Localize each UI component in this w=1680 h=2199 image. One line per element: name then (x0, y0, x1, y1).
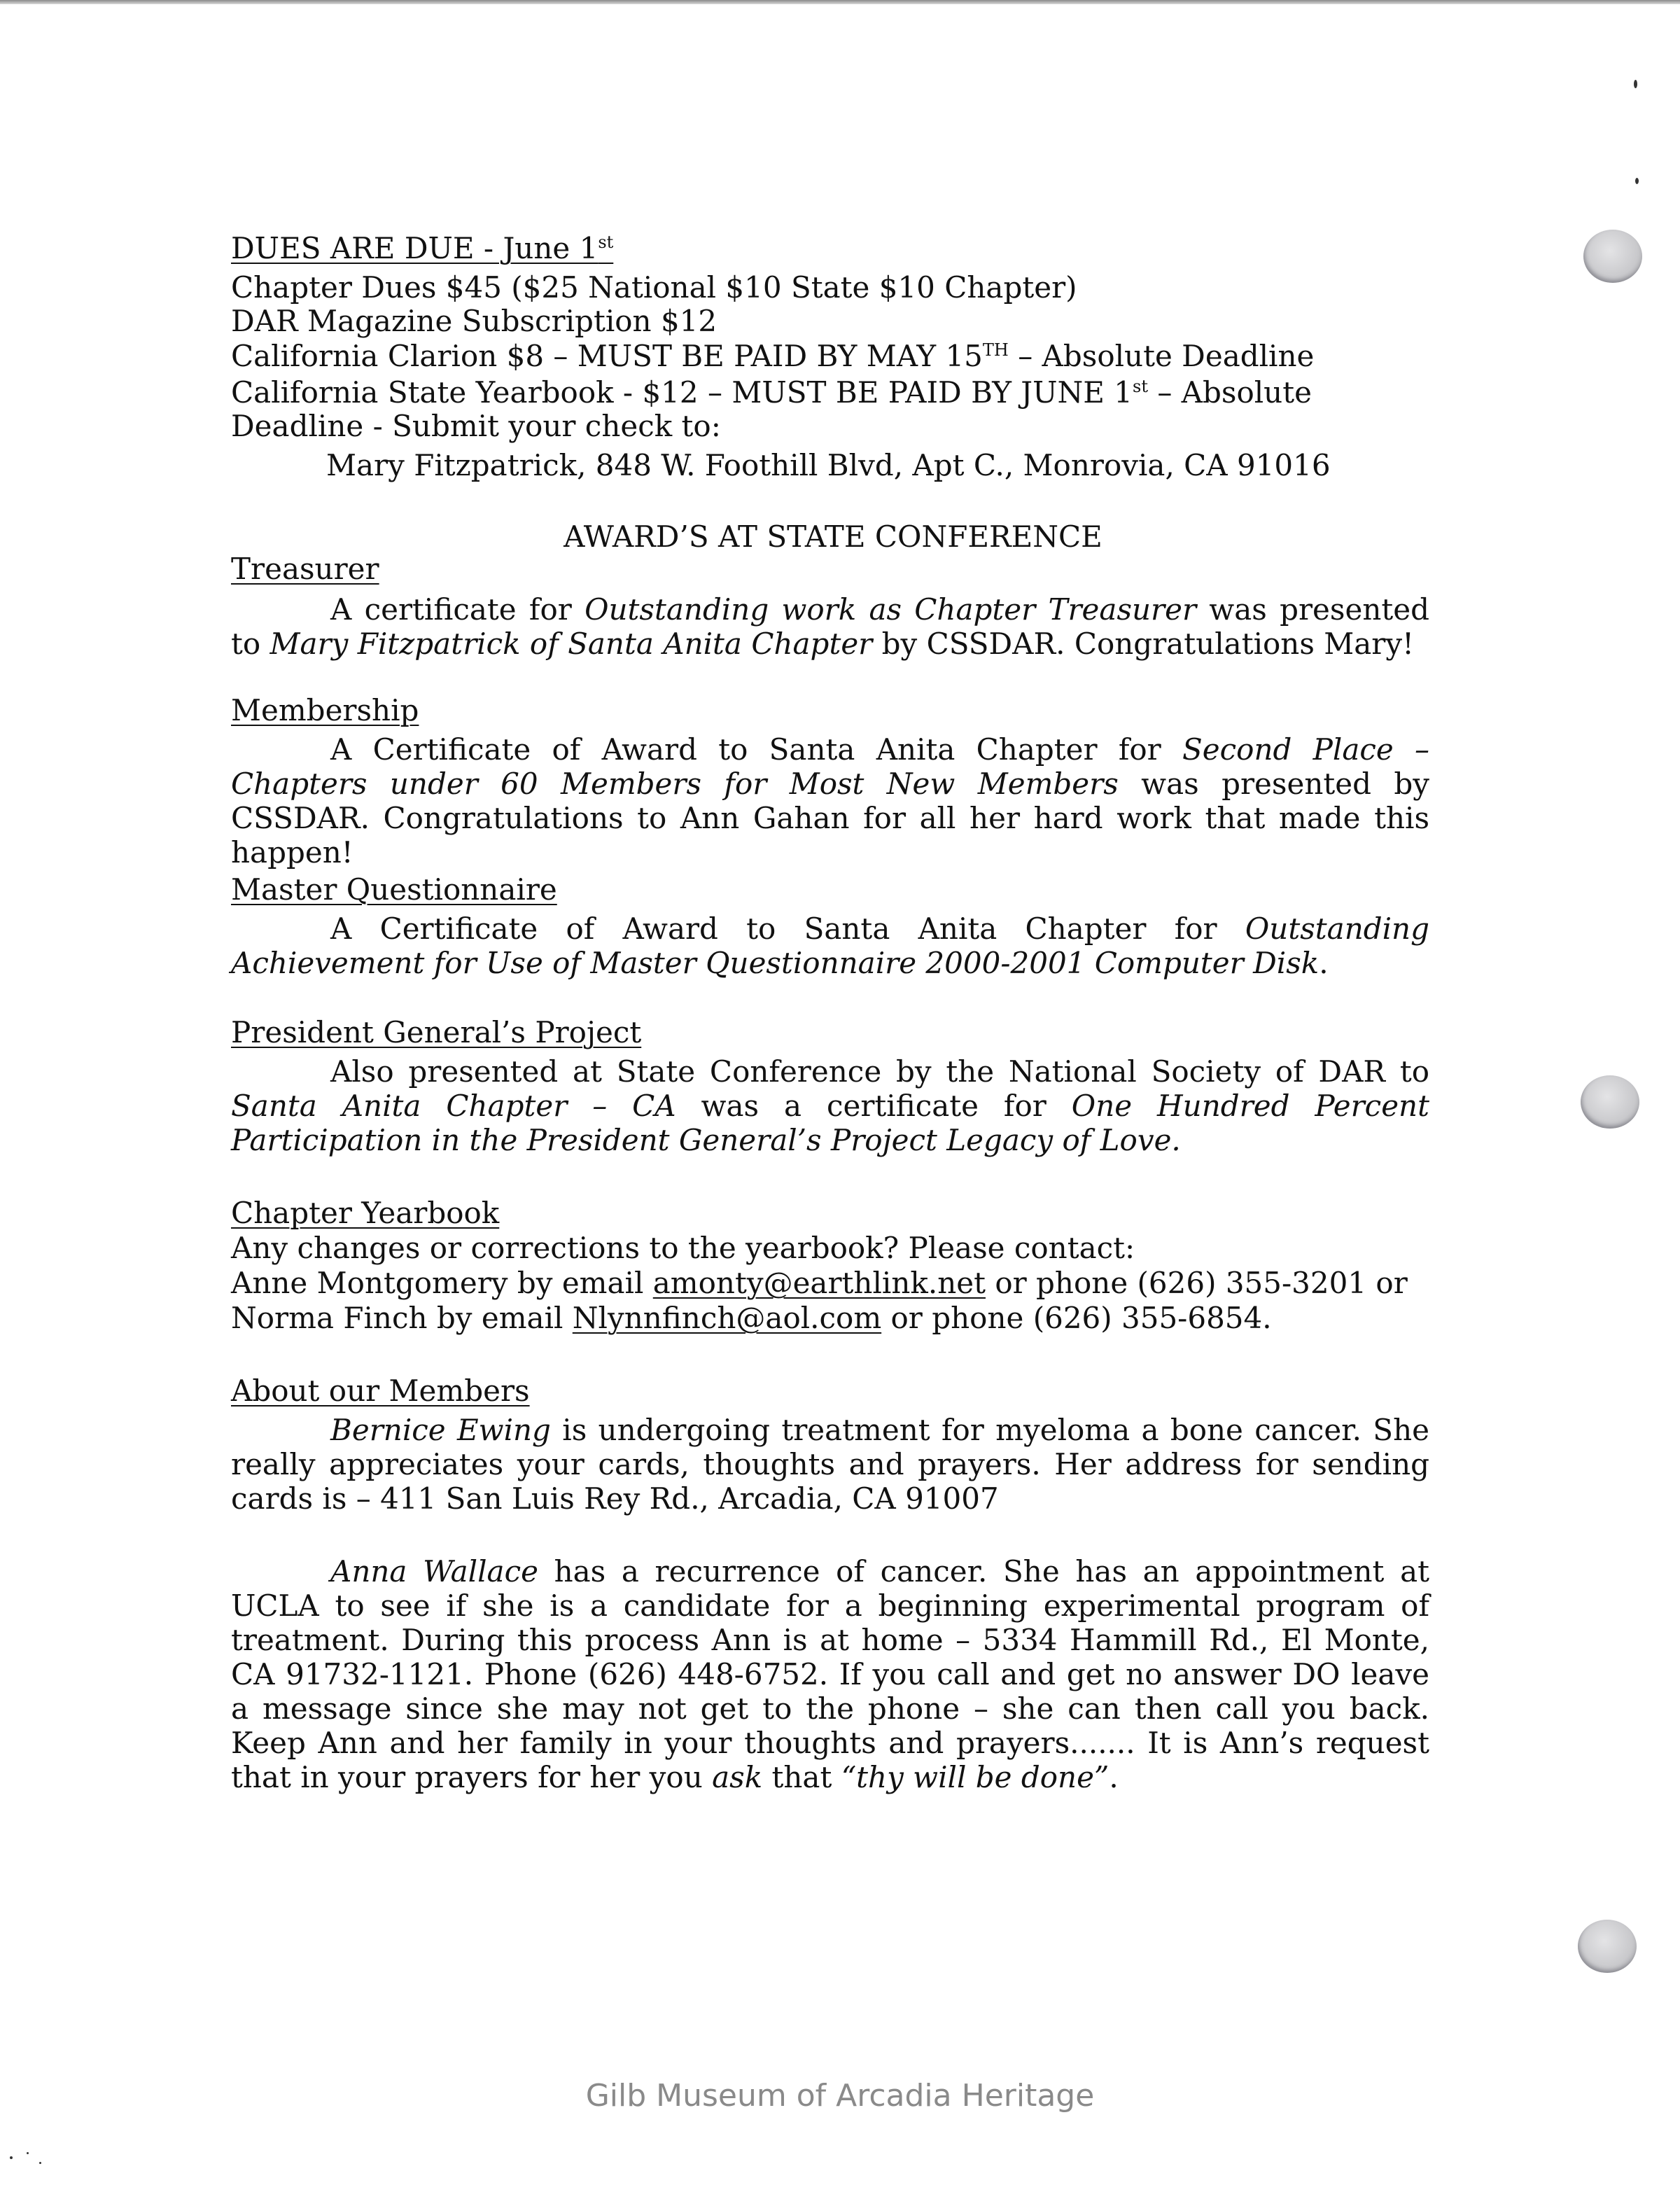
anna-wallace-paragraph: Anna Wallace has a recurrence of cancer. She has an appointment at UCLA to see if she is a candidate for a beginning experimental program of treatment. During this process Ann is at home – 5334 Hammill Rd., El Monte, CA 91732-1121. Phone (626) 448-6752. If you call and get no answer DO leave a message since she may not get to the phone – she can then call you back. Keep Ann and her family in your thoughts and prayers....... It is Ann’s request that in your prayers for her you ask that “thy will be done”. (231, 1554, 1429, 1794)
chapter-dues-line: Chapter Dues $45 ($25 National $10 State $10 Chapter) (231, 270, 1077, 305)
punch-hole-middle (1581, 1075, 1639, 1129)
membership-heading: Membership (231, 693, 419, 727)
email-link-montgomery[interactable]: amonty@earthlink.net (652, 1266, 986, 1300)
scan-speck (1635, 178, 1639, 184)
scan-speck (10, 2156, 13, 2159)
master-questionnaire-heading: Master Questionnaire (231, 872, 557, 907)
about-members-heading: About our Members (231, 1374, 530, 1408)
chapter-yearbook-heading: Chapter Yearbook (231, 1196, 500, 1230)
scan-speck (27, 2152, 29, 2154)
president-general-paragraph: Also presented at State Conference by the National Society of DAR to Santa Anita Chapter – CA was a certificate for One Hundred Percent Participation in the President General’s Project Legacy of Love. (231, 1054, 1429, 1157)
membership-paragraph: A Certificate of Award to Santa Anita Chapter for Second Place – Chapters under 60 Members for Most New Members was presented by CSSDAR. Congratulations to Ann Gahan for all her hard work that made this happen! (231, 732, 1429, 870)
president-general-heading: President General’s Project (231, 1015, 642, 1049)
scan-top-edge (0, 0, 1680, 4)
email-link-finch[interactable]: Nlynnfinch@aol.com (572, 1301, 882, 1335)
clarion-line: California Clarion $8 – MUST BE PAID BY MAY 15TH – Absolute Deadline (231, 339, 1315, 373)
treasurer-heading: Treasurer (231, 552, 379, 586)
deadline-line: Deadline - Submit your check to: (231, 409, 721, 443)
bernice-ewing-paragraph: Bernice Ewing is undergoing treatment for myeloma a bone cancer. She really appreciates your cards, thoughts and prayers. Her address for sending cards is – 411 San Luis Rey Rd., Arcadia, CA 91007 (231, 1413, 1429, 1516)
museum-footer: Gilb Museum of Arcadia Heritage (585, 2078, 1095, 2114)
finch-contact-line: Norma Finch by email Nlynnfinch@aol.com or phone (626) 355-6854. (231, 1301, 1272, 1335)
magazine-line: DAR Magazine Subscription $12 (231, 304, 718, 338)
master-questionnaire-paragraph: A Certificate of Award to Santa Anita Chapter for Outstanding Achievement for Use of Master Questionnaire 2000-2001 Computer Disk. (231, 912, 1429, 980)
dues-heading: DUES ARE DUE - June 1st (231, 231, 614, 265)
yearbook-contact-line: Any changes or corrections to the yearbook? Please contact: (231, 1231, 1135, 1265)
awards-title: AWARD’S AT STATE CONFERENCE (564, 519, 1102, 554)
scan-speck (1634, 80, 1637, 88)
scan-speck (39, 2162, 41, 2164)
punch-hole-bottom (1578, 1920, 1637, 1973)
punch-hole-top (1583, 230, 1642, 283)
treasurer-address: Mary Fitzpatrick, 848 W. Foothill Blvd, Apt C., Monrovia, CA 91016 (326, 448, 1331, 482)
montgomery-contact-line: Anne Montgomery by email amonty@earthlink.net or phone (626) 355-3201 or (231, 1266, 1408, 1300)
treasurer-paragraph: A certificate for Outstanding work as Chapter Treasurer was presented to Mary Fitzpatrick of Santa Anita Chapter by CSSDAR. Congratulations Mary! (231, 592, 1429, 661)
state-yearbook-line: California State Yearbook - $12 – MUST BE PAID BY JUNE 1st – Absolute (231, 375, 1312, 410)
